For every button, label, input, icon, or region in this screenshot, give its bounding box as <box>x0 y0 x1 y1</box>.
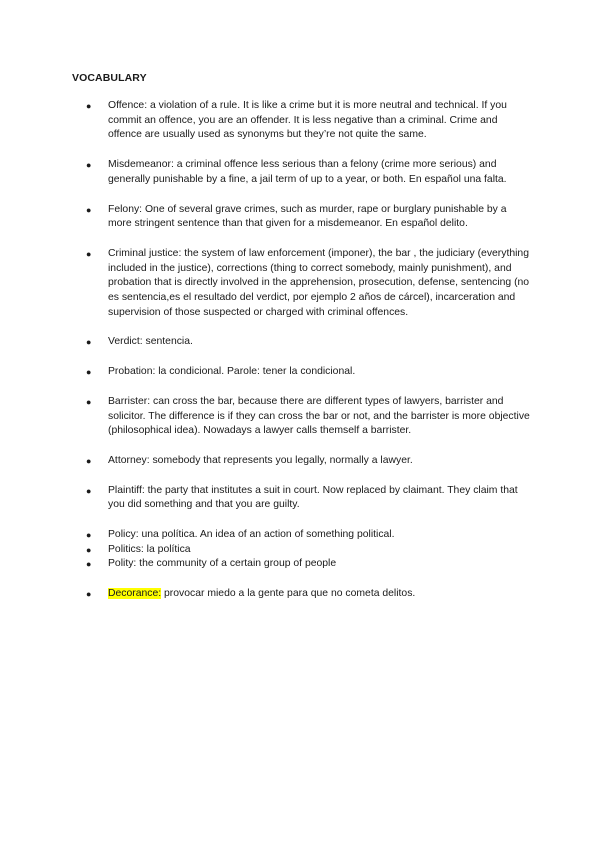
item-text: Polity: the community of a certain group of people <box>108 558 337 570</box>
list-item-policy <box>72 528 532 543</box>
vocabulary-list <box>72 99 532 617</box>
item-text: Misdemeanor: a criminal offence less serious than a felony (crime more serious) and generally punishable by a fine, a jail term of up to a year, or both. En español una falta. <box>108 159 507 185</box>
bullet-icon: ● <box>86 101 92 111</box>
list-item-probation <box>72 365 532 380</box>
list-item-barrister <box>72 395 532 439</box>
item-text: Barrister: can cross the bar, because there are different types of lawyers, barrister and solicitor. The difference is if they can cross the bar or not, and the barrister is more objective (philosophical idea). Nowadays a lawyer calls themself a barrister. <box>108 395 530 437</box>
list-item-offence <box>72 99 532 143</box>
list-item-decorance <box>72 587 532 602</box>
list-item-criminal-justice <box>72 247 532 321</box>
bullet-icon: ● <box>86 455 92 466</box>
item-text: Criminal justice: the system of law enforcement (imponer), the bar , the judiciary (everything included in the justice), corrections (thing to correct somebody, mainly punishment), and probation that is directly involved in the apprehension, prosecution, defense, sentencing (no es sentencia,es el resultado del verdict, por ejemplo 2 años de cárcel), incarceration and supervision of those suspected or charged with criminal offences. <box>108 247 530 318</box>
item-text: provocar miedo a la gente para que no cometa delitos. <box>161 588 416 600</box>
bullet-icon: ● <box>86 559 92 570</box>
list-item-verdict <box>72 335 532 350</box>
bullet-icon: ● <box>86 530 92 541</box>
list-item-plaintiff <box>72 484 532 513</box>
list-item-polity <box>72 557 532 572</box>
bullet-icon: ● <box>86 337 92 348</box>
bullet-icon: ● <box>86 544 92 555</box>
item-text: Policy: una política. An idea of an action of something political. <box>108 529 395 541</box>
item-text: Attorney: somebody that represents you legally, normally a lawyer. <box>108 454 413 466</box>
bullet-icon: ● <box>86 248 92 259</box>
bullet-icon: ● <box>86 485 92 496</box>
list-item-felony <box>72 203 532 232</box>
list-item-attorney <box>72 454 532 469</box>
item-text: Felony: One of several grave crimes, such as murder, rape or burglary punishable by a more stringent sentence than that given for a misdemeanor. En español delito. <box>108 203 507 230</box>
list-item-misdemeanor <box>72 158 532 187</box>
bullet-icon: ● <box>86 396 92 407</box>
item-text: Verdict: sentencia. <box>108 336 193 348</box>
list-item-politics <box>72 543 532 558</box>
page-title: VOCABULARY <box>72 72 147 84</box>
bullet-icon: ● <box>86 589 92 600</box>
item-text: Offence: a violation of a rule. It is like a crime but it is more neutral and technical. If you commit an offence, you are an offender. It is less negative than a criminal. Crime and offence are usually used as synonyms but they’re not quite the same. <box>108 100 507 141</box>
item-text: Politics: la política <box>108 543 191 555</box>
item-text: Plaintiff: the party that institutes a suit in court. Now replaced by claimant. They claim that you did something and that you are guilty. <box>108 484 518 511</box>
bullet-icon: ● <box>86 204 92 215</box>
bullet-icon: ● <box>86 367 92 378</box>
bullet-icon: ● <box>86 160 92 171</box>
item-text: Probation: la condicional. Parole: tener la condicional. <box>108 366 356 378</box>
highlighted-term: Decorance: <box>108 588 162 600</box>
